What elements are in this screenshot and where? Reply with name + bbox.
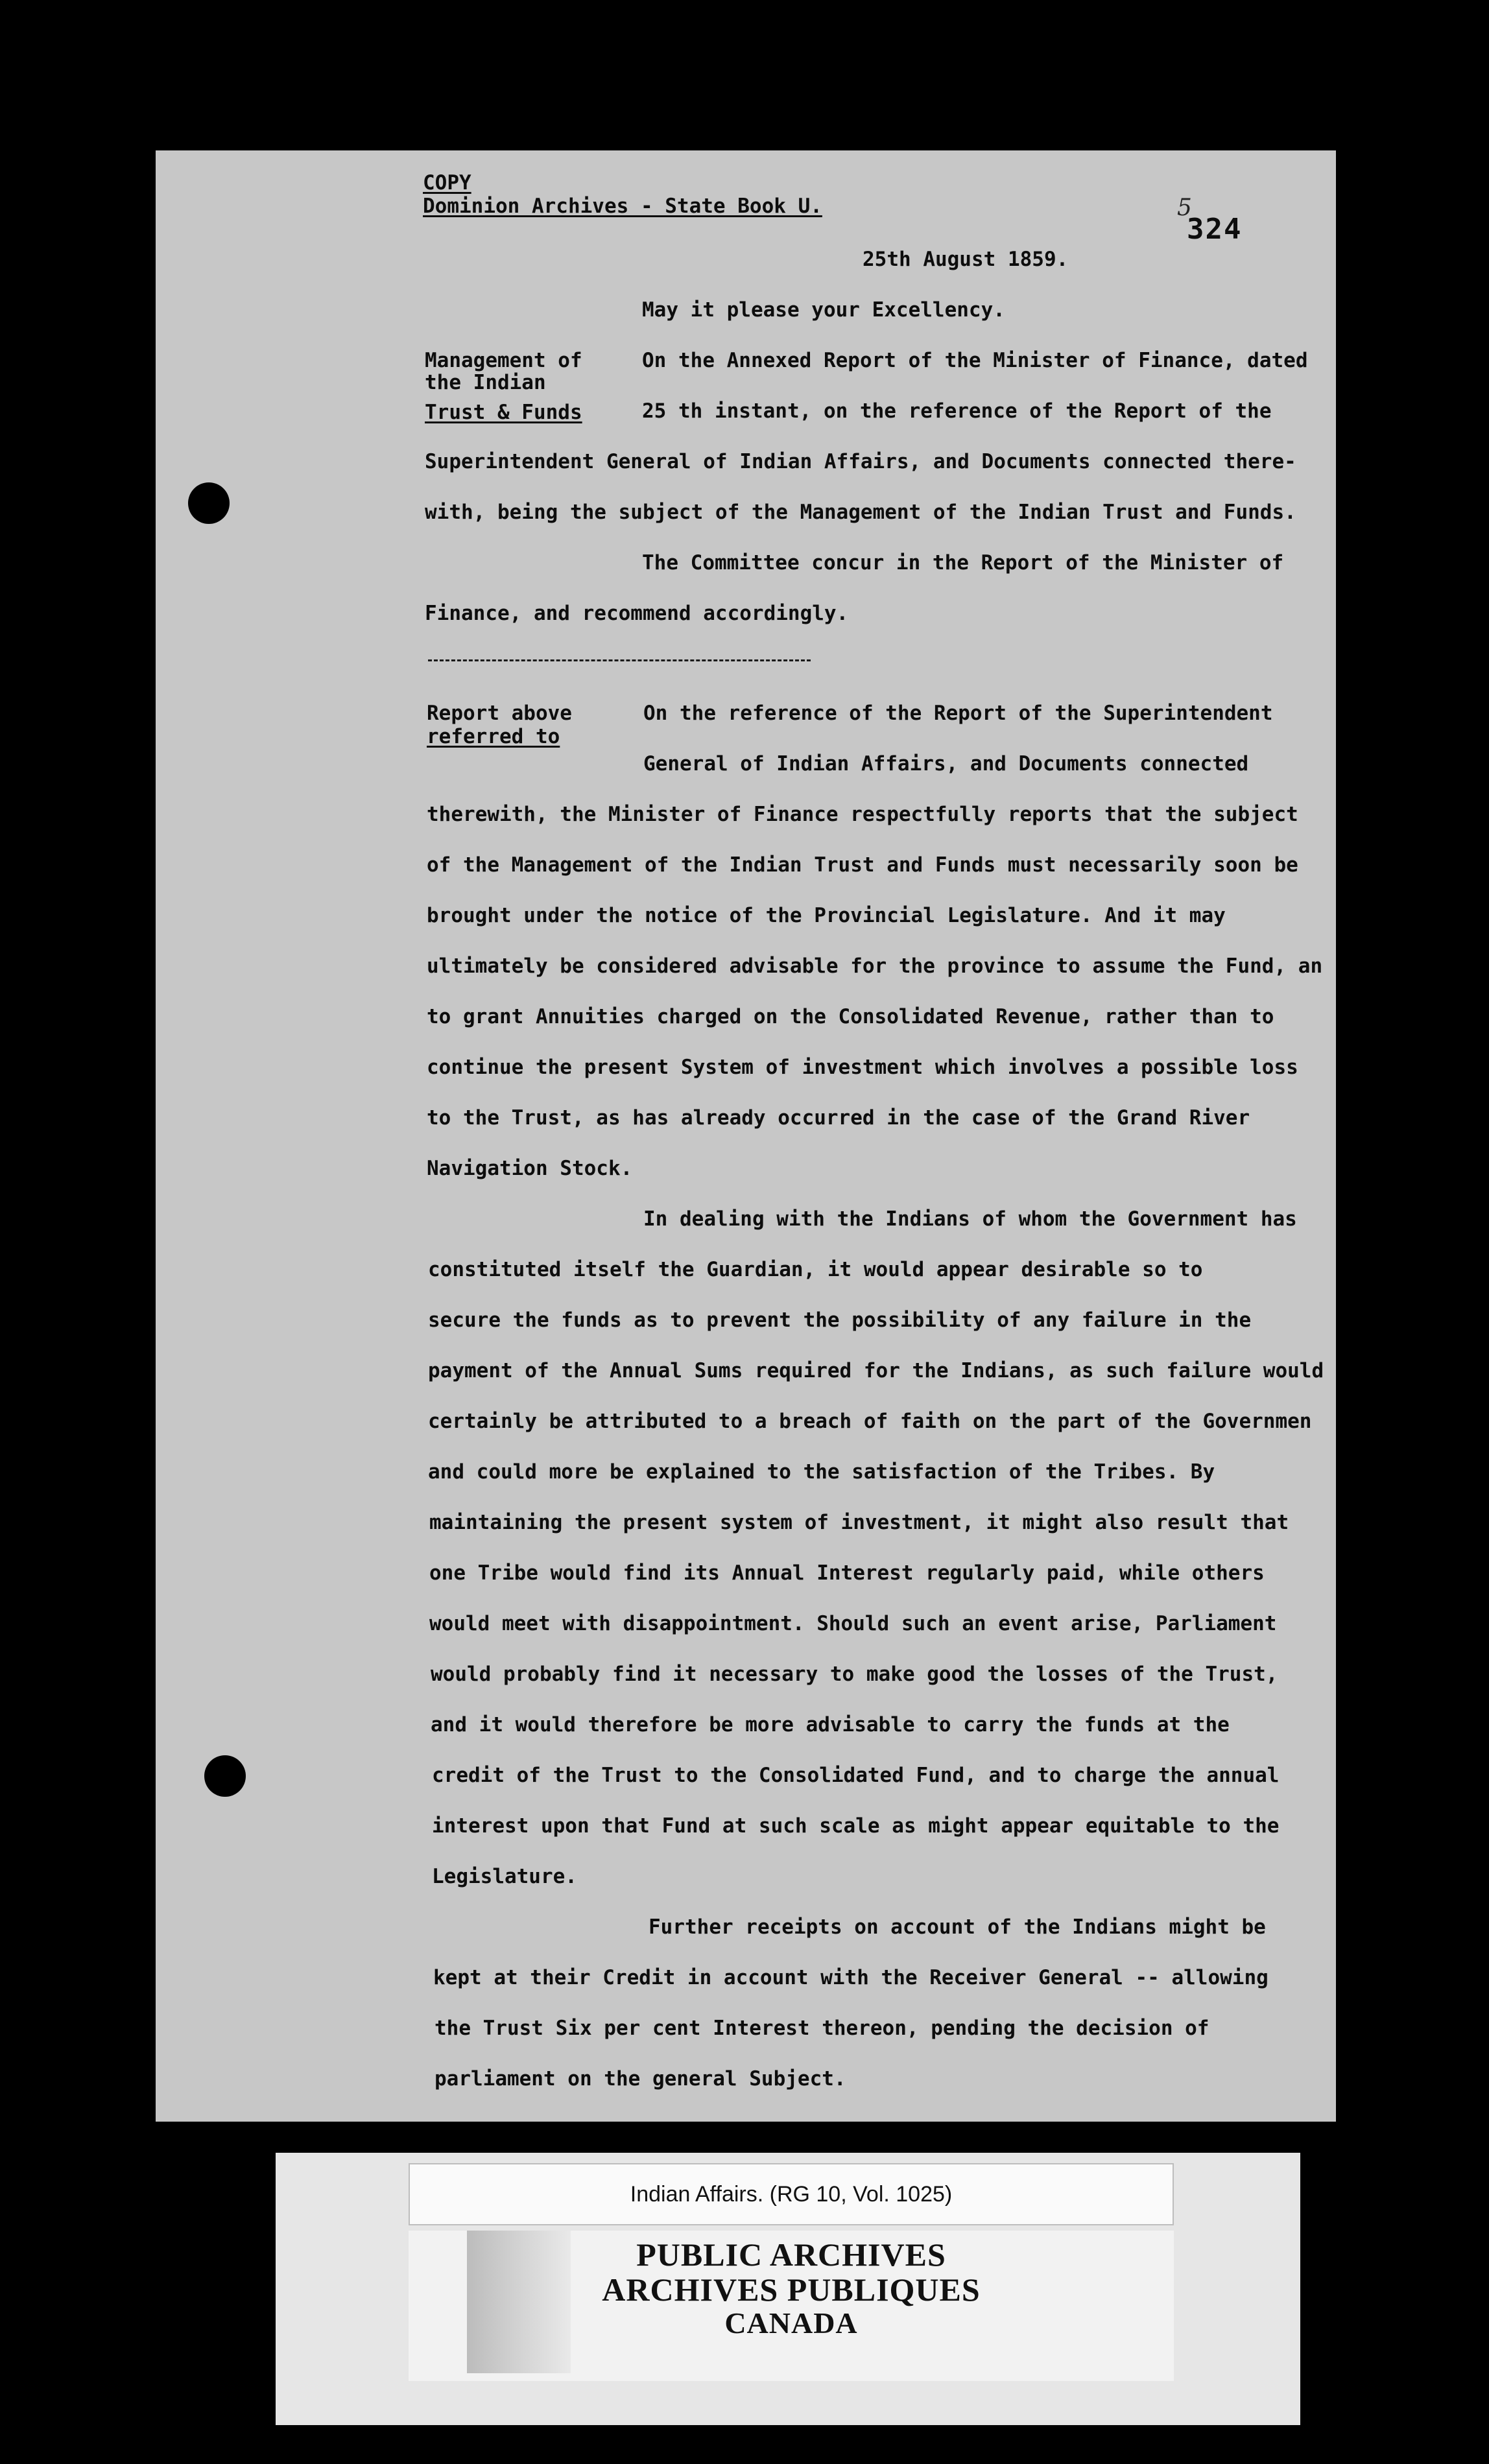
text-line: secure the funds as to prevent the possibility of any failure in the bbox=[428, 1309, 1252, 1332]
text-line: interest upon that Fund at such scale as might appear equitable to the bbox=[432, 1814, 1280, 1838]
text-line: Superintendent General of Indian Affairs, and Documents connected there- bbox=[425, 450, 1296, 473]
punch-hole bbox=[204, 1755, 246, 1797]
collection-label bbox=[409, 2163, 1174, 2225]
margin-note: referred to bbox=[427, 725, 560, 748]
archives-name-fr: ARCHIVES PUBLIQUES bbox=[602, 2271, 981, 2308]
text-line: parliament on the general Subject. bbox=[435, 2067, 846, 2091]
collection-reference: Indian Affairs. (RG 10, Vol. 1025) bbox=[630, 2181, 953, 2207]
handwritten-folio: 5 bbox=[1177, 195, 1192, 221]
text-line: Legislature. bbox=[432, 1865, 577, 1888]
text-line: to the Trust, as has already occurred in the case of the Grand River bbox=[427, 1106, 1250, 1130]
document-page bbox=[156, 150, 1336, 2122]
document-date: 25th August 1859. bbox=[863, 248, 1069, 271]
margin-note: the Indian bbox=[425, 371, 546, 394]
text-line: On the Annexed Report of the Minister of Finance, dated bbox=[642, 349, 1308, 372]
margin-note: Trust & Funds bbox=[425, 401, 582, 424]
text-line: of the Management of the Indian Trust and Funds must necessarily soon be bbox=[427, 853, 1298, 877]
margin-note: Report above bbox=[427, 702, 572, 725]
text-line: 25 th instant, on the reference of the Report of the bbox=[642, 399, 1272, 423]
text-line: brought under the notice of the Provincial Legislature. And it may bbox=[427, 904, 1226, 927]
text-line: Further receipts on account of the Indians might be bbox=[649, 1915, 1266, 1939]
text-line: and it would therefore be more advisable to carry the funds at the bbox=[431, 1713, 1230, 1736]
text-line: therewith, the Minister of Finance respectfully reports that the subject bbox=[427, 803, 1298, 826]
separator-line bbox=[428, 659, 811, 661]
text-line: kept at their Credit in account with the Receiver General -- allowing bbox=[433, 1966, 1269, 1989]
text-line: In dealing with the Indians of whom the Government has bbox=[643, 1207, 1297, 1231]
text-line: credit of the Trust to the Consolidated Fund, and to charge the annual bbox=[432, 1764, 1280, 1787]
text-line: would probably find it necessary to make good the losses of the Trust, bbox=[431, 1663, 1278, 1686]
text-line: with, being the subject of the Management of the Indian Trust and Funds. bbox=[425, 501, 1296, 524]
text-line: maintaining the present system of investment, it might also result that bbox=[429, 1511, 1289, 1534]
salutation: May it please your Excellency. bbox=[642, 298, 1005, 322]
text-line: ultimately be considered advisable for the province to assume the Fund, an bbox=[427, 954, 1323, 978]
text-line: one Tribe would find its Annual Interest regularly paid, while others bbox=[429, 1561, 1265, 1585]
text-line: Navigation Stock. bbox=[427, 1157, 633, 1180]
source-header: Dominion Archives - State Book U. bbox=[423, 195, 822, 218]
text-line: would meet with disappointment. Should such an event arise, Parliament bbox=[429, 1612, 1277, 1635]
margin-note: Management of bbox=[425, 349, 582, 372]
text-line: the Trust Six per cent Interest thereon, pending the decision of bbox=[435, 2017, 1209, 2040]
punch-hole bbox=[188, 482, 230, 524]
text-line: and could more be explained to the satisfaction of the Tribes. By bbox=[428, 1460, 1215, 1484]
text-line: payment of the Annual Sums required for the Indians, as such failure would bbox=[428, 1359, 1324, 1382]
copy-header: COPY bbox=[423, 171, 471, 195]
text-line: On the reference of the Report of the Superintendent bbox=[643, 702, 1273, 725]
text-line: certainly be attributed to a breach of faith on the part of the Governmen bbox=[428, 1410, 1312, 1433]
archives-name-en: PUBLIC ARCHIVES bbox=[636, 2236, 946, 2273]
folio-number: 324 bbox=[1187, 213, 1243, 246]
text-line: Finance, and recommend accordingly. bbox=[425, 602, 849, 625]
archives-country: CANADA bbox=[724, 2306, 858, 2340]
text-line: continue the present System of investment which involves a possible loss bbox=[427, 1056, 1298, 1079]
text-line: The Committee concur in the Report of the Minister of bbox=[642, 551, 1284, 575]
text-line: constituted itself the Guardian, it would appear desirable so to bbox=[428, 1258, 1203, 1281]
text-line: to grant Annuities charged on the Consolidated Revenue, rather than to bbox=[427, 1005, 1274, 1028]
text-line: General of Indian Affairs, and Documents connected bbox=[643, 752, 1249, 776]
